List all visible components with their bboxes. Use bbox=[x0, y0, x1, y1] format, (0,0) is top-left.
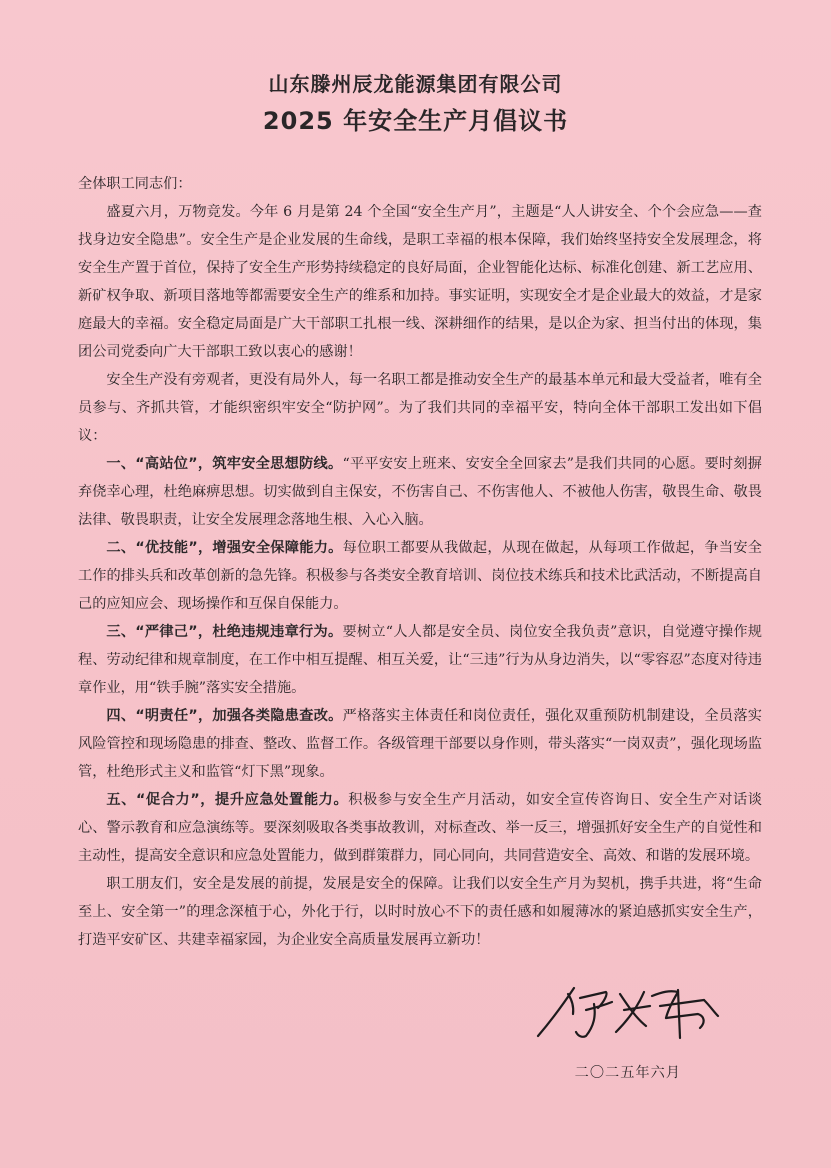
initiative-3-text: 要树立“人人都是安全员、岗位安全我负责”意识，自觉遵守操作规程、劳动纪律和规章制度，在工作中相互提醒、相互关爱，让“三违”行为从身边消失，以“零容忍”态度对待违章作业，用“铁手腕”落实安全措施。 bbox=[78, 624, 762, 696]
salutation: 全体职工同志们： bbox=[78, 176, 192, 192]
initiative-2 bbox=[78, 534, 762, 618]
initiative-3 bbox=[78, 618, 762, 702]
intro-paragraph-2: 安全生产没有旁观者，更没有局外人，每一名职工都是推动安全生产的最基本单元和最大受益者，唯有全员参与、齐抓共管，才能织密织牢安全“防护网”。为了我们共同的幸福平安，特向全体干部职工发出如下倡议： bbox=[78, 372, 762, 444]
initiative-5-heading: 五、“促合力”，提升应急处置能力。 bbox=[106, 792, 349, 808]
initiative-4-text: 严格落实主体责任和岗位责任，强化双重预防机制建设，全员落实风险管控和现场隐患的排查、整改、监督工作。各级管理干部要以身作则，带头落实“一岗双责”，强化现场监管，杜绝形式主义和监管“灯下黑”现象。 bbox=[78, 708, 762, 780]
document-date: 二〇二五年六月 bbox=[574, 1065, 681, 1081]
initiative-4-heading: 四、“明责任”，加强各类隐患查改。 bbox=[106, 708, 343, 724]
handwritten-signature bbox=[528, 976, 724, 1044]
document-header bbox=[0, 70, 831, 138]
initiative-2-text: 每位职工都要从我做起，从现在做起，从每项工作做起，争当安全工作的排头兵和改革创新的急先锋。积极参与各类安全教育培训、岗位技术练兵和技术比武活动，不断提高自己的应知应会、现场操作和互保自保能力。 bbox=[78, 540, 762, 612]
initiative-4 bbox=[78, 702, 762, 786]
initiative-1-text: “平平安安上班来、安安全全回家去”是我们共同的心愿。要时刻摒弃侥幸心理，杜绝麻痹思想。切实做到自主保安，不伤害自己、不伤害他人、不被他人伤害，敬畏生命、敬畏法律、敬畏职责，让安全发展理念落地生根、入心入脑。 bbox=[78, 456, 762, 528]
initiative-2-heading: 二、“优技能”，增强安全保障能力。 bbox=[106, 540, 343, 556]
document-title: 2025 年安全生产月倡议书 bbox=[262, 107, 569, 135]
initiative-5 bbox=[78, 786, 762, 870]
document-body bbox=[78, 170, 762, 954]
initiative-5-text: 积极参与安全生产月活动，如安全宣传咨询日、安全生产对话谈心、警示教育和应急演练等。要深刻吸取各类事故教训，对标查改、举一反三，增强抓好安全生产的自觉性和主动性，提高安全意识和应急处置能力，做到群策群力，同心同向，共同营造安全、高效、和谐的发展环境。 bbox=[78, 792, 762, 864]
intro-paragraph-1: 盛夏六月，万物竞发。今年 6 月是第 24 个全国“安全生产月”，主题是“人人讲安全、个个会应急——查找身边安全隐患”。安全生产是企业发展的生命线，是职工幸福的根本保障，我们始终坚持安全发展理念，将安全生产置于首位，保持了安全生产形势持续稳定的良好局面，企业智能化达标、标准化创建、新工艺应用、新矿权争取、新项目落地等都需要安全生产的维系和加持。事实证明，实现安全才是企业最大的效益，才是家庭最大的幸福。安全稳定局面是广大干部职工扎根一线、深耕细作的结果，是以企为家、担当付出的体现，集团公司党委向广大干部职工致以衷心的感谢！ bbox=[78, 204, 762, 360]
initiative-3-heading: 三、“严律己”，杜绝违规违章行为。 bbox=[106, 624, 343, 640]
initiative-1-heading: 一、“高站位”，筑牢安全思想防线。 bbox=[106, 456, 343, 472]
closing-paragraph: 职工朋友们，安全是发展的前提，发展是安全的保障。让我们以安全生产月为契机，携手共进，将“生命至上、安全第一”的理念深植于心，外化于行，以时时放心不下的责任感和如履薄冰的紧迫感抓实安全生产，打造平安矿区、共建幸福家园，为企业安全高质量发展再立新功！ bbox=[78, 876, 762, 948]
initiative-1 bbox=[78, 450, 762, 534]
organization-name: 山东滕州辰龙能源集团有限公司 bbox=[268, 72, 563, 96]
